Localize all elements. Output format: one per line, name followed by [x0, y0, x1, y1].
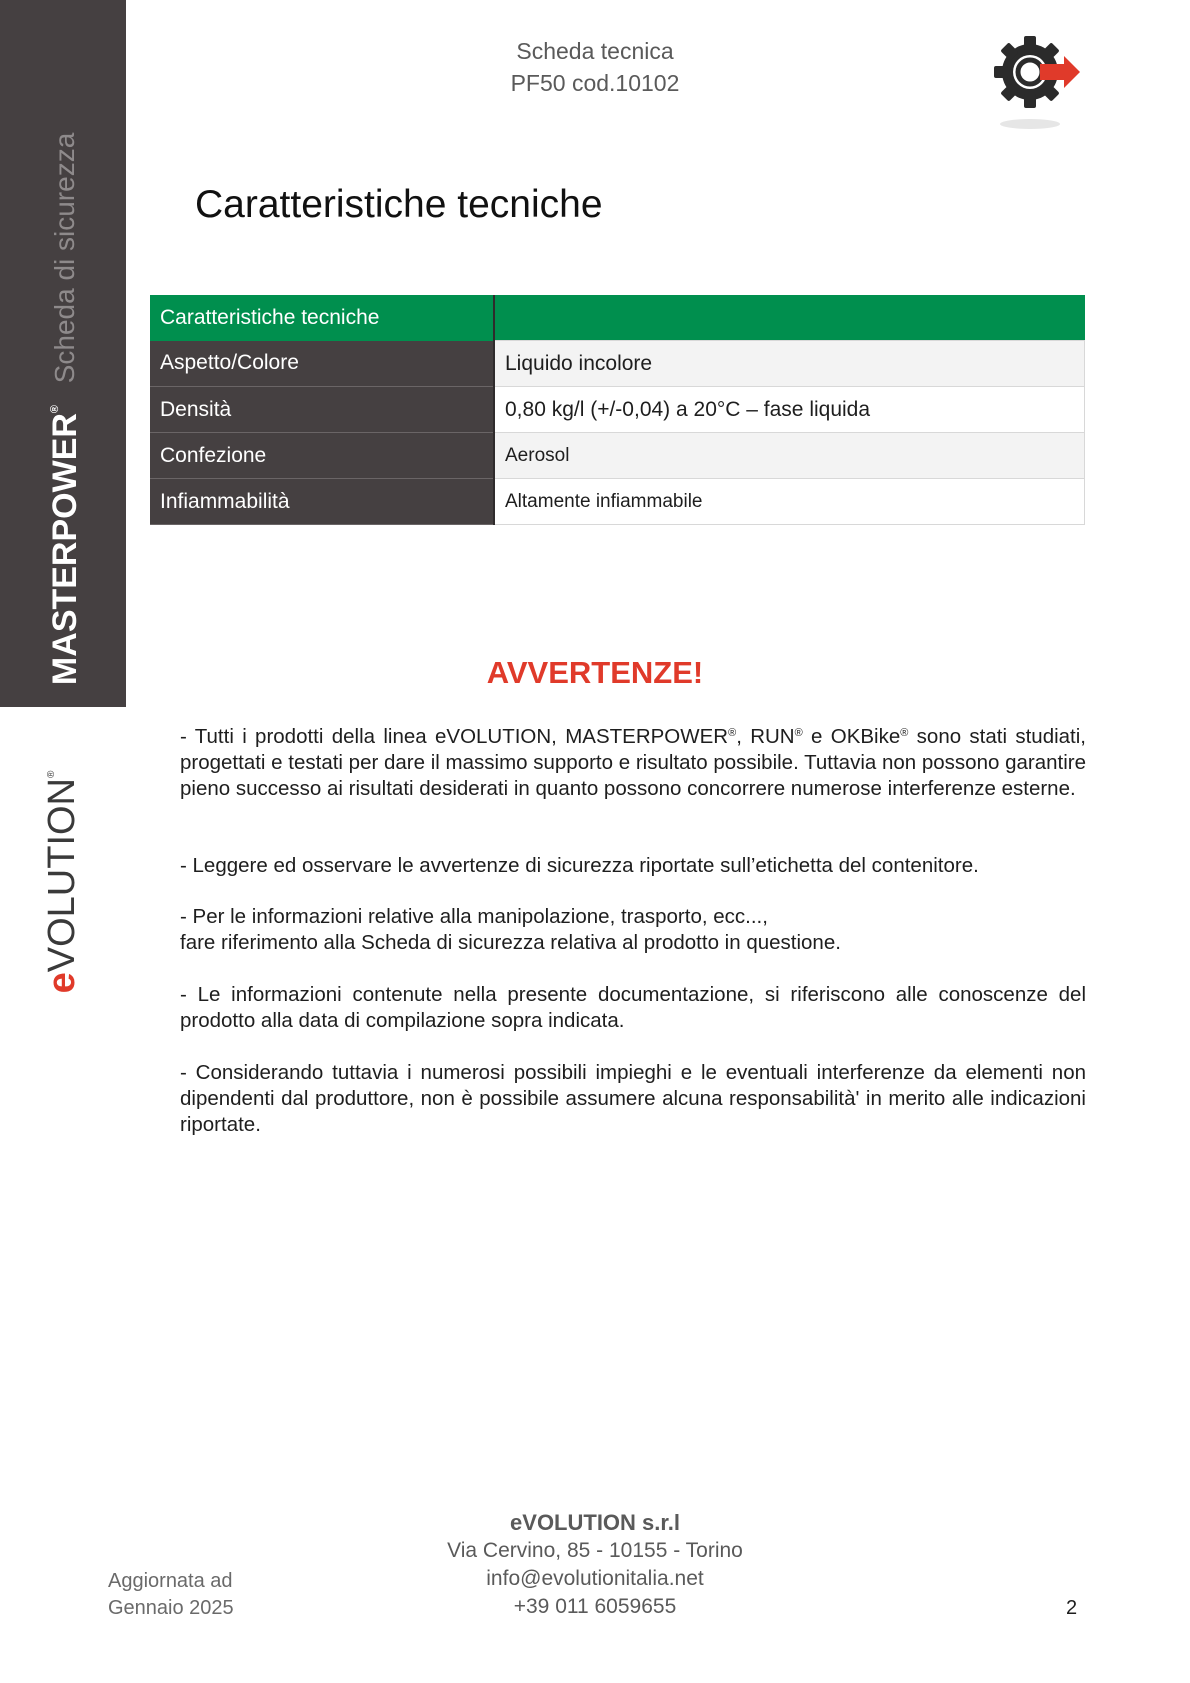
- warning-paragraph-3: - Per le informazioni relative alla manipolazione, trasporto, ecc..., fare riferimento alla Scheda di sicurezza relativa al prodotto in questione.: [180, 905, 841, 954]
- brand-masterpower: MASTERPOWER®: [46, 404, 84, 686]
- warning-paragraph-1: - Tutti i prodotti della linea eVOLUTION, MASTERPOWER®, RUN® e OKBike® sono stati studiati, progettati e testati per dare il massimo supporto e risultato possibile. Tuttavia non possono garantire pieno successo ai risultati desiderati in quanto possono concorrere numerose interferenze esterne.: [180, 725, 1086, 800]
- table-row: [150, 387, 1085, 433]
- brand-evolution: eVOLUTION®: [41, 770, 83, 994]
- footer-address: Via Cervino, 85 - 10155 - Torino: [447, 1539, 743, 1562]
- table-header-row: [150, 295, 1085, 341]
- spec-table: [150, 295, 1085, 525]
- page-number: 2: [1066, 1597, 1078, 1619]
- table-row: [150, 341, 1085, 387]
- row-value: Aerosol: [494, 433, 1085, 479]
- table-header-key: Caratteristiche tecniche: [150, 295, 494, 341]
- row-key: Infiammabilità: [150, 479, 494, 525]
- row-value: Liquido incolore: [494, 341, 1085, 387]
- doc-type-label: Scheda di sicurezza: [49, 132, 80, 384]
- row-key: Confezione: [150, 433, 494, 479]
- gear-arrow-logo-icon: [988, 30, 1088, 140]
- warning-paragraph-5: - Considerando tuttavia i numerosi possibili impieghi e le eventuali interferenze da elementi non dipendenti dal produttore, non è possibile assumere alcuna responsabilità' in merito alle indicazioni riportate.: [180, 1061, 1086, 1136]
- table-header-value: [494, 295, 1085, 341]
- footer-email: info@evolutionitalia.net: [486, 1567, 704, 1590]
- footer-phone: +39 011 6059655: [513, 1595, 677, 1618]
- updated-label: Aggiornata ad: [108, 1570, 233, 1592]
- updated-date: Gennaio 2025: [108, 1597, 234, 1619]
- row-value: 0,80 kg/l (+/-0,04) a 20°C – fase liquida: [494, 387, 1085, 433]
- warning-paragraph-2: - Leggere ed osservare le avvertenze di sicurezza riportate sull’etichetta del contenitore.: [180, 854, 979, 877]
- warning-paragraph-4: - Le informazioni contenute nella presente documentazione, si riferiscono alle conoscenze del prodotto alla data di compilazione sopra indicata.: [180, 983, 1086, 1032]
- product-code: PF50 cod.10102: [510, 70, 680, 96]
- table-row: [150, 479, 1085, 525]
- row-value: Altamente infiammabile: [494, 479, 1085, 525]
- table-row: [150, 433, 1085, 479]
- warnings-title: AVVERTENZE!: [486, 655, 704, 690]
- doc-title: Scheda tecnica: [516, 38, 674, 64]
- section-title: Caratteristiche tecniche: [195, 183, 603, 226]
- row-key: Aspetto/Colore: [150, 341, 494, 387]
- row-key: Densità: [150, 387, 494, 433]
- footer-company: eVOLUTION s.r.l: [510, 1510, 680, 1535]
